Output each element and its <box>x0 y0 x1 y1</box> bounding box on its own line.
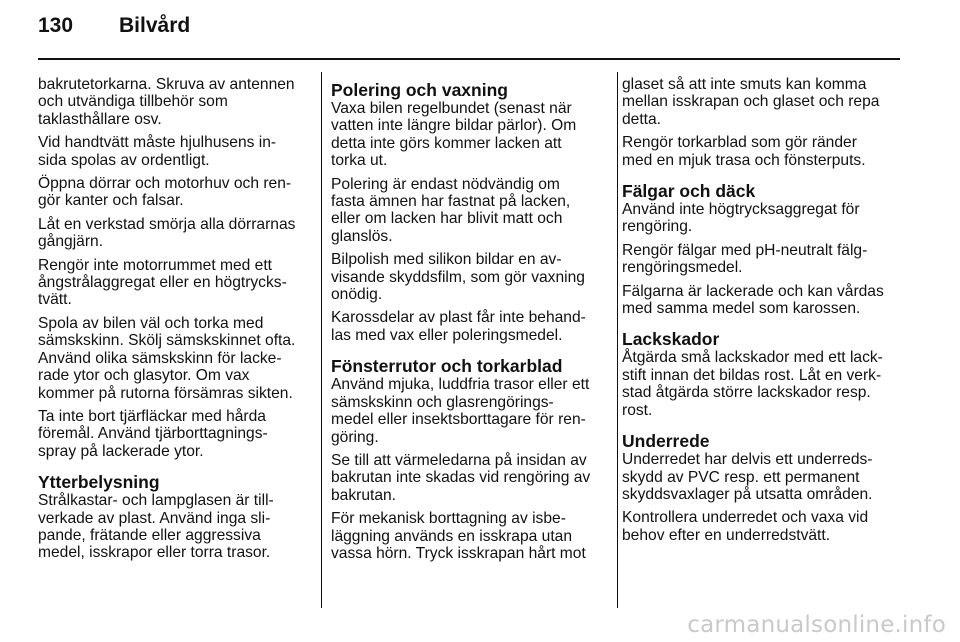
header-rule <box>38 58 900 60</box>
paragraph: Rengör inte motorrummet med ett ångstrålaggregat eller en högtrycks- tvätt. <box>38 256 287 309</box>
paragraph: Karossdelar av plast får inte behand- las med vax eller poleringsmedel. <box>331 309 586 344</box>
section-heading-polering: Polering och vaxning <box>331 80 508 100</box>
paragraph: bakrutetorkarna. Skruva av antennen och utvändiga tillbehör som taklasthållare osv. <box>38 76 295 128</box>
paragraph: För mekanisk borttagning av isbe- läggning används en isskrapa utan vassa hörn. Tryck isskrapan hårt mot <box>331 510 586 562</box>
column-3 <box>622 76 902 550</box>
paragraph: Polering är endast nödvändig om fasta ämnen har fastnat på lacken, eller om lacken har blivit matt och glanslös. <box>331 175 571 245</box>
section-heading-fonsterrutor: Fönsterrutor och torkarblad <box>331 356 563 377</box>
paragraph: Se till att värmeledarna på insidan av bakrutan inte skadas vid rengöring av bakrutan. <box>331 451 591 504</box>
paragraph: Låt en verkstad smörja alla dörrarnas gångjärn. <box>38 215 296 251</box>
paragraph: Rengör torkarblad som gör ränder med en mjuk trasa och fönsterputs. <box>622 134 866 169</box>
paragraph: Vaxa bilen regelbundet (senast när vatten inte längre bildar pärlor). Om detta inte görs kommer lacken att torka ut. <box>331 100 577 170</box>
watermark: carmanualsonline.info <box>687 612 946 638</box>
paragraph: Vid handtvätt måste hjulhusens in- sida spolas av ordentligt. <box>38 134 277 169</box>
paragraph: Använd inte högtrycksaggregat för rengöring. <box>622 201 860 236</box>
paragraph: Underredet har delvis ett underreds- skydd av PVC resp. ett permanent skyddsvaxlager på utsatta områden. <box>622 451 873 503</box>
page-number: 130 <box>38 14 74 37</box>
column-divider <box>617 72 618 608</box>
paragraph: Rengör fälgar med pH-neutralt fälg- rengöringsmedel. <box>622 241 868 277</box>
section-heading-lackskador: Lackskador <box>622 329 720 350</box>
section-heading-falgar: Fälgar och däck <box>622 181 756 202</box>
paragraph: Kontrollera underredet och vaxa vid behov efter en underredstvätt. <box>622 509 869 544</box>
column-divider <box>321 72 322 608</box>
paragraph: glaset så att inte smuts kan komma mellan isskrapan och glaset och repa detta. <box>622 76 880 128</box>
column-1 <box>38 76 314 568</box>
paragraph: Använd mjuka, luddfria trasor eller ett sämskskinn och glasrengörings- medel eller insektsborttagare för ren- göring. <box>331 376 590 446</box>
column-2 <box>331 76 607 568</box>
paragraph: Öppna dörrar och motorhuv och ren- gör kanter och falsar. <box>38 175 292 210</box>
paragraph: Åtgärda små lackskador med ett lack- stift innan det bildas rost. Låt en verk- stad åtgärda större lackskador resp. rost. <box>622 349 883 419</box>
paragraph: Strålkastar- och lampglasen är till- verkade av plast. Använd inga sli- pande, frätande eller aggressiva medel, isskrapor eller torra trasor. <box>38 492 274 562</box>
paragraph: Spola av bilen väl och torka med sämskskinn. Skölj sämskskinnet ofta. Använd olika sämskskinn för lacke- rade ytor och glasytor. Om vax kommer på rutorna försämras sikten. <box>38 314 296 402</box>
section-heading-underrede: Underrede <box>622 431 710 452</box>
section-heading-ytterbelysning: Ytterbelysning <box>38 472 160 493</box>
paragraph: Fälgarna är lackerade och kan vårdas med samma medel som karossen. <box>622 282 884 318</box>
paragraph: Ta inte bort tjärfläckar med hårda föremål. Använd tjärborttagnings- spray på lackerade ytor. <box>38 407 268 460</box>
chapter-title: Bilvård <box>119 14 191 37</box>
paragraph: Bilpolish med silikon bildar en av- visande skyddsfilm, som gör vaxning onödig. <box>331 251 585 304</box>
